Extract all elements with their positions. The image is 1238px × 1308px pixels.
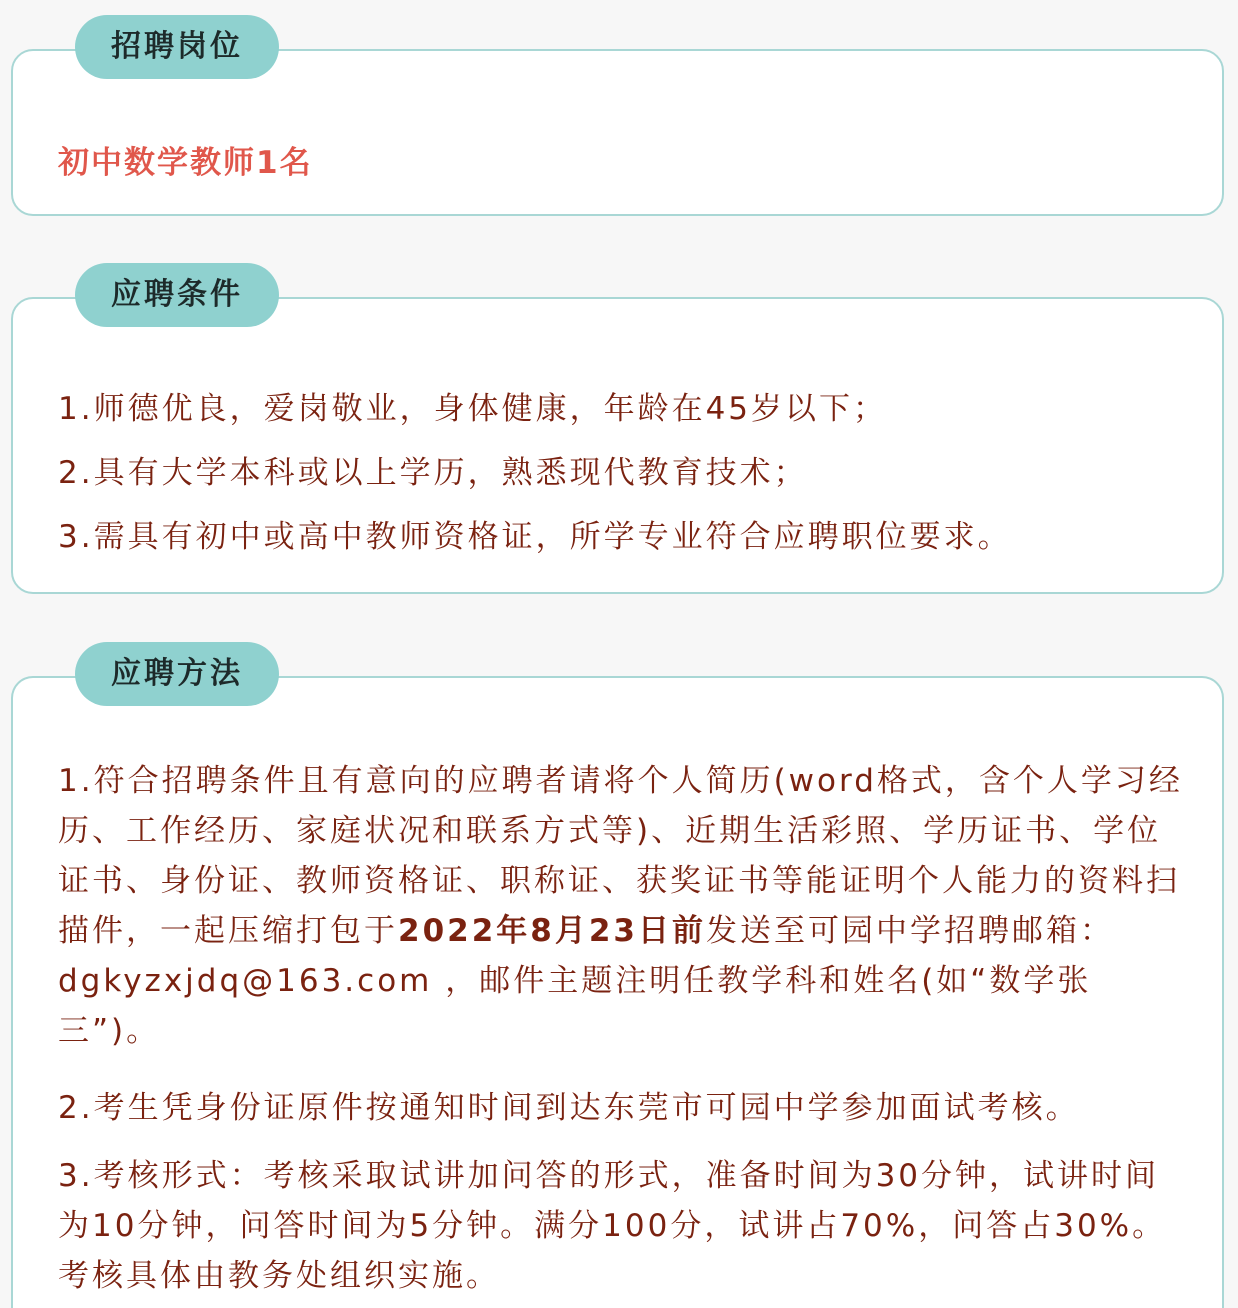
position-tag: 招聘岗位 [75,15,279,79]
method-item-2: 2.考生凭身份证原件按通知时间到达东莞市可园中学参加面试考核。 [58,1090,1080,1126]
method-item-1 [58,756,1188,1056]
deadline-text: 2022年8月23日前 [398,913,706,949]
method-item-1-email-text: 发送至可园中学招聘邮箱：dgkyzxjdq@163.com ，邮件主题注明任教学科和姓名(如“数学张三”)。 [58,913,1114,1049]
requirement-item-1: 1.师德优良，爱岗敬业，身体健康，年龄在45岁以下； [58,391,888,427]
method-tag: 应聘方法 [75,642,279,706]
method-section [11,656,1224,1308]
method-item-1-text: 1.符合招聘条件且有意向的应聘者请将个人简历(word格式，含个人学习经历、工作经历、家庭状况和联系方式等)、近期生活彩照、学历证书、学位证书、身份证、教师资格证、职称证、获奖证书等能证明个人能力的资料扫描件，一起压缩打包于 [58,763,1183,949]
requirement-item-2: 2.具有大学本科或以上学历，熟悉现代教育技术； [58,455,808,491]
requirement-item-3: 3.需具有初中或高中教师资格证，所学专业符合应聘职位要求。 [58,519,1012,555]
requirements-section [11,277,1224,594]
position-section [11,29,1224,216]
position-text: 初中数学教师1名 [58,145,313,181]
requirements-tag: 应聘条件 [75,263,279,327]
method-item-3: 3.考核形式：考核采取试讲加问答的形式，准备时间为30分钟，试讲时间为10分钟，问答时间为5分钟。满分100分，试讲占70%，问答占30%。考核具体由教务处组织实施。 [58,1158,1167,1294]
